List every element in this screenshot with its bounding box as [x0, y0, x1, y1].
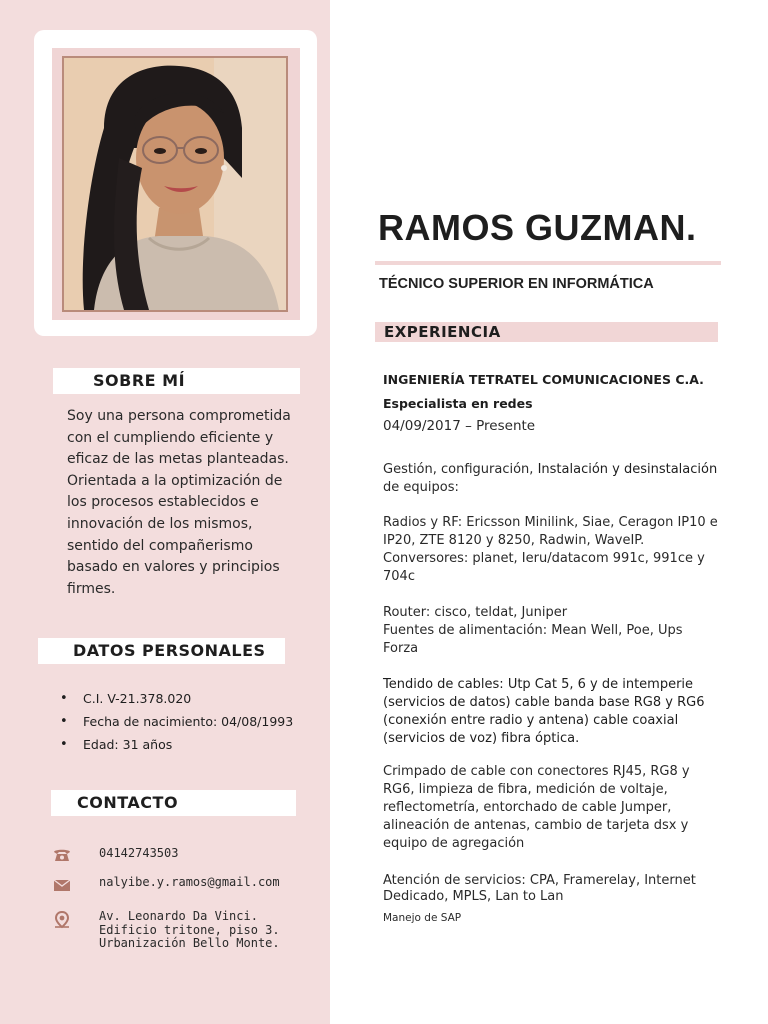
about-line: innovación de los mismos,	[67, 515, 253, 532]
personal-data-heading: DATOS PERSONALES	[38, 638, 285, 664]
crimp-line: reflectometría, entorchado de cable Jumper,	[383, 800, 672, 815]
tasks-intro-part: de equipos:	[383, 480, 459, 495]
name-divider	[375, 261, 721, 265]
crimp-line: Crimpado de cable con conectores RJ45, RG8 y	[383, 764, 690, 779]
birth-date: Fecha de nacimiento: 04/08/1993	[83, 714, 294, 729]
sidebar	[0, 0, 330, 1024]
radios-line: IP20, ZTE 8120 y 8250, Radwin, WaveIP.	[383, 533, 645, 548]
mail-icon	[52, 876, 74, 894]
cables-block	[383, 676, 723, 748]
experience-heading: EXPERIENCIA	[375, 322, 718, 342]
services-block	[383, 873, 723, 905]
address-line: Av. Leonardo Da Vinci.	[99, 909, 258, 923]
cables-line: (servicios de datos) cable banda base RG8 y RG6	[383, 695, 705, 710]
routers-line: Fuentes de alimentación: Mean Well, Poe, Ups	[383, 623, 683, 638]
tasks-intro-part: Instalación y desinstalación	[537, 462, 718, 477]
id-number: C.I. V-21.378.020	[83, 691, 192, 706]
location-icon	[52, 910, 74, 928]
crimp-line: equipo de agregación	[383, 836, 525, 851]
job-title: TÉCNICO SUPERIOR EN INFORMÁTICA	[379, 276, 654, 292]
list-item	[60, 690, 293, 713]
radios-line: Radios y RF: Ericsson Minilink, Siae, Ceragon IP10 e	[383, 515, 718, 530]
tasks-intro-part: Gestión, configuración,	[383, 462, 534, 477]
age: Edad: 31 años	[83, 737, 173, 752]
crimp-block	[383, 763, 723, 853]
radios-line: 704c	[383, 569, 415, 584]
sap-skill: Manejo de SAP	[383, 912, 462, 924]
radios-block	[383, 514, 723, 586]
cables-line: (servicios de voz) fibra óptica.	[383, 731, 580, 746]
about-heading: SOBRE MÍ	[53, 368, 300, 394]
photo-mat	[52, 48, 300, 320]
phone-icon	[52, 847, 74, 865]
bullet-icon: •	[60, 691, 68, 706]
photo-frame	[34, 30, 317, 336]
about-line: Orientada a la optimización de	[67, 472, 283, 489]
crimp-line: RG6, limpieza de fibra, medición de voltaje,	[383, 782, 668, 797]
employment-period: 04/09/2017 – Presente	[383, 418, 536, 434]
contact-heading: CONTACTO	[51, 790, 296, 816]
phone-number[interactable]: 04142743503	[99, 846, 179, 860]
personal-data-list	[60, 690, 293, 759]
about-line: firmes.	[67, 580, 116, 597]
cables-line: (conexión entre radio y antena) cable coaxial	[383, 713, 679, 728]
cables-line: Tendido de cables: Utp Cat 5, 6 y de intemperie	[383, 677, 694, 692]
candidate-name: RAMOS GUZMAN.	[378, 207, 697, 248]
about-text	[67, 406, 292, 600]
profile-photo	[62, 56, 288, 312]
about-line: los procesos establecidos e	[67, 494, 259, 511]
address-line: Edificio tritone, piso 3.	[99, 922, 280, 937]
list-item	[60, 736, 293, 759]
bullet-icon: •	[60, 737, 68, 752]
company-name: INGENIERÍA TETRATEL COMUNICACIONES C.A.	[383, 372, 704, 387]
role-title: Especialista en redes	[383, 396, 533, 411]
tasks-intro	[383, 461, 723, 497]
address-line: Urbanización Bello Monte.	[99, 936, 280, 950]
about-line: basado en valores y principios	[67, 559, 280, 576]
routers-block	[383, 604, 723, 658]
address-text	[99, 910, 280, 951]
radios-line: Conversores: planet, Ieru/datacom 991c, 991ce y	[383, 551, 705, 566]
crimp-line: alineación de antenas, cambio de tarjeta dsx y	[383, 818, 689, 833]
list-item	[60, 713, 293, 736]
about-line: sentido del compañerismo	[67, 537, 253, 554]
about-line: eficaz de las metas planteadas.	[67, 451, 289, 468]
services-line: Dedicado, MPLS, Lan to Lan	[383, 889, 564, 904]
bullet-icon: •	[60, 714, 68, 729]
email-link[interactable]: nalyibe.y.ramos@gmail.com	[99, 875, 280, 889]
routers-line: Router: cisco, teldat, Juniper	[383, 605, 568, 620]
about-line: Soy una persona comprometida	[67, 408, 291, 424]
services-line: Atención de servicios: CPA, Framerelay, Internet	[383, 873, 696, 888]
about-line: con el cumpliendo eficiente y	[67, 429, 274, 446]
routers-line: Forza	[383, 641, 419, 656]
